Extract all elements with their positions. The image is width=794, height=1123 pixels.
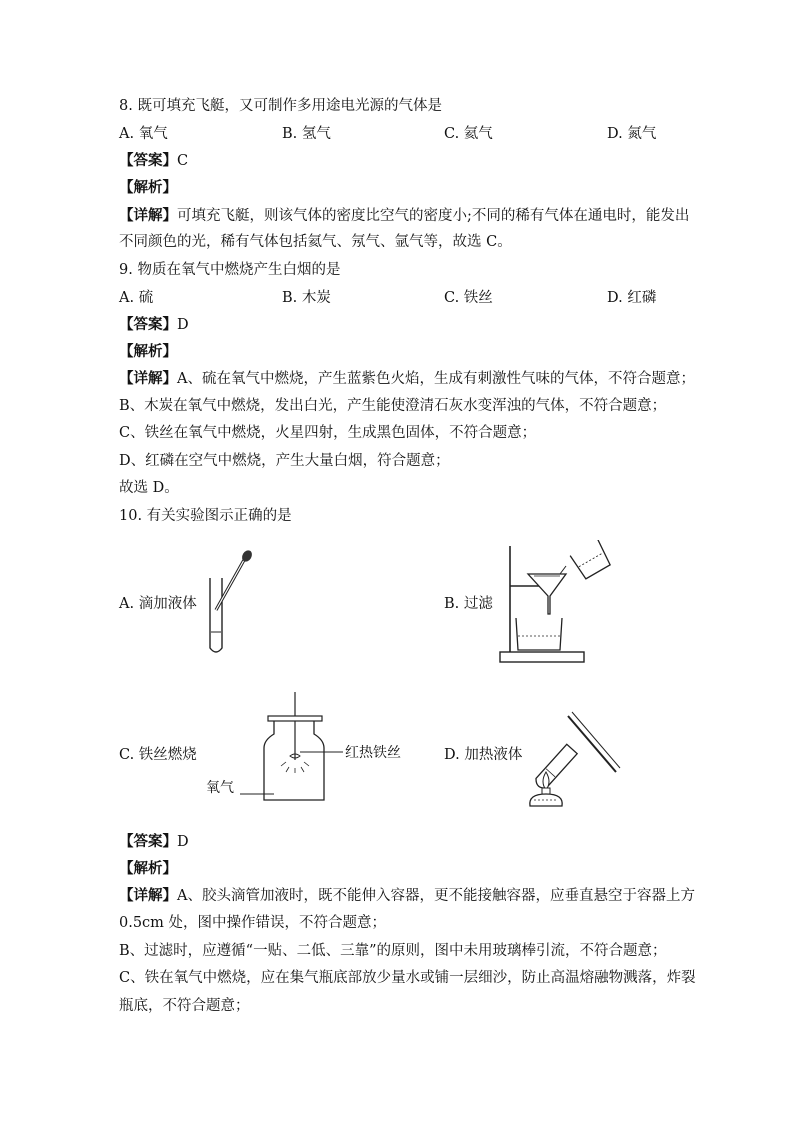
q9-detail-line-5: 故选 D。 bbox=[119, 480, 179, 496]
q10-option-b: B. 过滤 bbox=[444, 596, 493, 612]
q10-detail-line-3: B、过滤时，应遵循“一贴、二低、三靠”的原则，图中未用玻璃棒引流，不符合题意； bbox=[119, 943, 667, 959]
q8-option-d: D. 氮气 bbox=[607, 126, 657, 142]
figure-dropper-test-tube bbox=[200, 548, 260, 660]
figure-iron-wire-combustion bbox=[200, 690, 410, 802]
q9-detail-line-2: B、木炭在氧气中燃烧，发出白光，产生能使澄清石灰水变浑浊的气体，不符合题意； bbox=[119, 398, 667, 414]
q10-detail-line-5: 瓶底，不符合题意； bbox=[119, 998, 250, 1014]
q8-stem: 8. 既可填充飞艇，又可制作多用途电光源的气体是 bbox=[119, 98, 442, 114]
answer-tag: 【答案】 bbox=[119, 316, 177, 333]
q8-option-a: A. 氧气 bbox=[119, 126, 168, 142]
q10-detail-line-1: 【详解】A、胶头滴管加液时，既不能伸入容器，更不能接触容器，应垂直悬空于容器上方 bbox=[119, 887, 695, 904]
q8-detail-line-1: 【详解】可填充飞艇，则该气体的密度比空气的密度小;不同的稀有气体在通电时，能发出 bbox=[119, 207, 690, 224]
q10-option-d: D. 加热液体 bbox=[444, 747, 523, 763]
figure-heating-liquid bbox=[524, 706, 624, 810]
answer-tag: 【答案】 bbox=[119, 833, 177, 850]
q10-stem: 10. 有关实验图示正确的是 bbox=[119, 508, 292, 524]
q9-stem: 9. 物质在氧气中燃烧产生白烟的是 bbox=[119, 262, 341, 278]
q8-answer bbox=[119, 151, 188, 171]
answer-value: D bbox=[177, 317, 189, 333]
q10-detail-line-2: 0.5cm 处，图中操作错误，不符合题意； bbox=[119, 915, 387, 931]
q10-option-c: C. 铁丝燃烧 bbox=[119, 747, 197, 763]
figure-filtration bbox=[494, 540, 614, 666]
label-red-hot-wire: 红热铁丝 bbox=[345, 745, 401, 761]
q10-option-a: A. 滴加液体 bbox=[119, 596, 197, 612]
q9-analysis-tag: 【解析】 bbox=[119, 343, 177, 360]
q8-detail-line-2: 不同颜色的光，稀有气体包括氦气、氖气、氩气等，故选 C。 bbox=[119, 234, 512, 250]
q9-detail-line-1: 【详解】A、硫在氧气中燃烧，产生蓝紫色火焰，生成有刺激性气味的气体，不符合题意； bbox=[119, 370, 695, 387]
q8-option-c: C. 氦气 bbox=[444, 126, 493, 142]
q9-option-a: A. 硫 bbox=[119, 290, 154, 306]
q9-detail-line-4: D、红磷在空气中燃烧，产生大量白烟，符合题意； bbox=[119, 453, 450, 469]
label-oxygen: 氧气 bbox=[206, 780, 234, 796]
answer-tag: 【答案】 bbox=[119, 152, 177, 169]
answer-value: C bbox=[177, 153, 189, 169]
q9-option-b: B. 木炭 bbox=[282, 290, 331, 306]
q10-detail-line-4: C、铁在氧气中燃烧，应在集气瓶底部放少量水或铺一层细沙，防止高温熔融物溅落，炸裂 bbox=[119, 970, 696, 986]
q9-answer bbox=[119, 315, 189, 335]
q9-option-c: C. 铁丝 bbox=[444, 290, 493, 306]
q9-detail-line-3: C、铁丝在氧气中燃烧，火星四射，生成黑色固体，不符合题意； bbox=[119, 425, 537, 441]
answer-value: D bbox=[177, 834, 189, 850]
q10-analysis-tag: 【解析】 bbox=[119, 860, 177, 877]
q10-answer bbox=[119, 832, 189, 852]
q9-option-d: D. 红磷 bbox=[607, 290, 657, 306]
detail-tag: 【详解】 bbox=[119, 207, 177, 224]
q8-analysis-tag: 【解析】 bbox=[119, 179, 177, 196]
detail-tag: 【详解】 bbox=[119, 887, 177, 904]
q8-option-b: B. 氢气 bbox=[282, 126, 331, 142]
detail-tag: 【详解】 bbox=[119, 370, 177, 387]
